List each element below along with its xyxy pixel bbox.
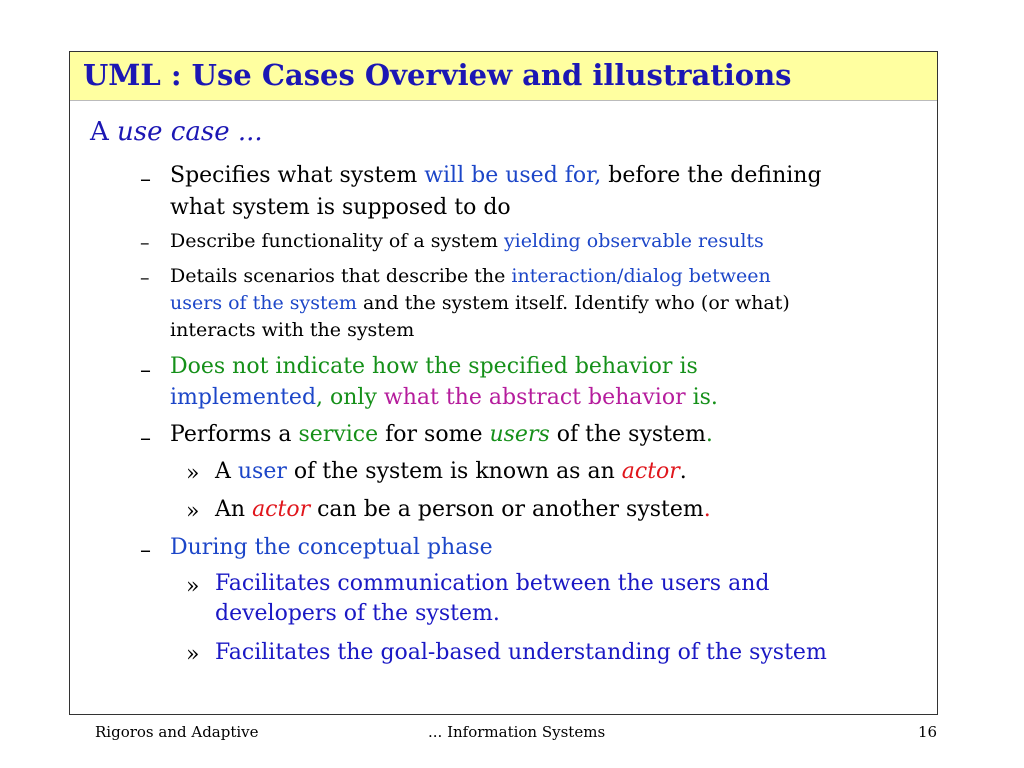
bullet-5-text-e: of the system bbox=[549, 422, 706, 447]
bullet-6-line-1: During the conceptual phase bbox=[170, 535, 493, 560]
bullet-2-text-a: Describe functionality of a system bbox=[170, 230, 504, 252]
footer-center: ... Information Systems bbox=[428, 723, 606, 741]
bullet-2-text-b: yielding observable results bbox=[503, 230, 764, 252]
sub-bullet-chevron: » bbox=[186, 461, 200, 486]
bullet-5-line-1 bbox=[170, 422, 713, 447]
bullet-2-line-1 bbox=[170, 230, 764, 252]
footer-left: Rigoros and Adaptive bbox=[95, 723, 259, 741]
bullet-4-line-1 bbox=[170, 354, 698, 379]
sub-2-text-c: can be a person or another system bbox=[310, 497, 704, 522]
bullet-4-text-d: what the abstract behavior bbox=[383, 385, 686, 410]
bullet-4-text-c: , only bbox=[316, 385, 384, 410]
bullet-5-text-a: Performs a bbox=[170, 422, 299, 447]
sub-3-line-2: developers of the system. bbox=[215, 601, 500, 626]
bullet-dash: – bbox=[140, 267, 150, 289]
bullet-3-line-2 bbox=[170, 292, 790, 314]
heading-emph: use case ... bbox=[117, 117, 263, 147]
slide-frame bbox=[69, 51, 938, 715]
bullet-1-text-c: before the defining bbox=[601, 163, 822, 188]
title-bar bbox=[70, 52, 937, 101]
bullet-4-line-2 bbox=[170, 385, 718, 410]
heading-prefix: A bbox=[90, 117, 118, 147]
bullet-3-text-c: users of the system bbox=[170, 292, 357, 314]
bullet-1-text-b: will be used for, bbox=[424, 163, 602, 188]
section-heading bbox=[90, 117, 263, 147]
sub-1-text-e: . bbox=[679, 459, 687, 484]
bullet-5-text-f: . bbox=[705, 422, 713, 447]
bullet-5-text-c: for some bbox=[378, 422, 490, 447]
bullet-dash: – bbox=[140, 232, 150, 254]
sub-bullet-chevron: » bbox=[186, 499, 200, 524]
bullet-dash: – bbox=[140, 426, 151, 451]
bullet-dash: – bbox=[140, 167, 151, 192]
bullet-5-text-d: users bbox=[489, 422, 550, 447]
sub-1-line-1 bbox=[215, 459, 687, 484]
bullet-3-line-1 bbox=[170, 265, 771, 287]
slide-title: UML : Use Cases Overview and illustrations bbox=[83, 58, 792, 92]
bullet-3-text-a: Details scenarios that describe the bbox=[170, 265, 512, 287]
sub-1-text-b: user bbox=[237, 459, 287, 484]
bullet-3-text-d: and the system itself. Identify who (or what) bbox=[356, 292, 790, 314]
bullet-1-text-a: Specifies what system bbox=[170, 163, 425, 188]
bullet-3-text-b: interaction/dialog between bbox=[511, 265, 771, 287]
sub-1-text-c: of the system is known as an bbox=[286, 459, 622, 484]
sub-bullet-chevron: » bbox=[186, 642, 200, 667]
sub-2-text-a: An bbox=[215, 497, 253, 522]
bullet-3-line-3: interacts with the system bbox=[170, 319, 415, 341]
sub-bullet-chevron: » bbox=[186, 574, 200, 599]
sub-3-line-1: Facilitates communication between the users and bbox=[215, 571, 770, 596]
bullet-4-text-a1: Does not indicate how the specified behavior is bbox=[170, 354, 698, 379]
sub-2-line-1 bbox=[215, 497, 711, 522]
bullet-dash: – bbox=[140, 358, 151, 383]
bullet-dash: – bbox=[140, 538, 151, 563]
sub-2-text-b: actor bbox=[252, 497, 311, 522]
bullet-4-text-b: implemented bbox=[170, 385, 317, 410]
bullet-4-text-e: is. bbox=[685, 385, 718, 410]
bullet-1-line-2: what system is supposed to do bbox=[170, 195, 511, 220]
sub-2-text-d: . bbox=[703, 497, 711, 522]
bullet-1-line-1 bbox=[170, 163, 822, 188]
sub-1-text-d: actor bbox=[621, 459, 680, 484]
sub-4-line-1: Facilitates the goal-based understanding of the system bbox=[215, 640, 827, 665]
page-number: 16 bbox=[918, 723, 938, 741]
bullet-5-text-b: service bbox=[298, 422, 379, 447]
sub-1-text-a: A bbox=[215, 459, 238, 484]
